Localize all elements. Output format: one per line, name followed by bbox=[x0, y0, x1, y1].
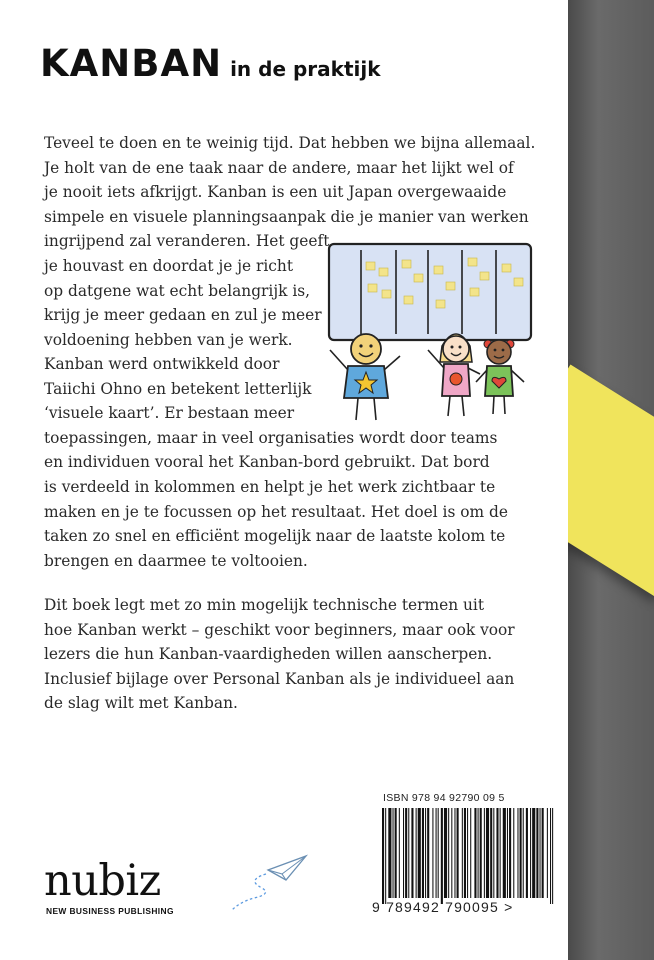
text-line: taken zo snel en efficiënt mogelijk naar de laatste kolom te bbox=[44, 527, 506, 546]
barcode-bar bbox=[411, 808, 413, 898]
isbn-digits: 9 789492 790095 > bbox=[372, 899, 514, 915]
barcode-bar bbox=[388, 808, 391, 898]
barcode-bar bbox=[441, 808, 443, 904]
barcode-bar bbox=[530, 808, 531, 898]
text-line: je houvast en doordat je je richt bbox=[44, 256, 294, 275]
text-line: Teveel te doen en te weinig tijd. Dat hebben we bijna allemaal. bbox=[44, 134, 536, 152]
barcode-bar bbox=[470, 808, 471, 898]
text-line: ingrijpend zal veranderen. Het geeft bbox=[44, 232, 330, 251]
text-line: is verdeeld in kolommen en helpt je het werk zichtbaar te bbox=[44, 477, 496, 496]
barcode-bar bbox=[395, 808, 397, 898]
barcode-bar bbox=[503, 808, 506, 898]
barcode-bar bbox=[478, 808, 479, 898]
barcode-bar bbox=[513, 808, 514, 898]
barcode-bar bbox=[493, 808, 494, 898]
text-line: Dit boek legt met zo min mogelijk technische termen uit bbox=[44, 596, 485, 614]
text-line: maken en je te focussen op het resultaat. Het doel is om de bbox=[44, 502, 508, 521]
barcode-bar bbox=[540, 808, 541, 898]
barcode-bar bbox=[496, 808, 498, 898]
book-title bbox=[40, 42, 381, 85]
text-line: brengen en daarmee te voltooien. bbox=[44, 551, 308, 570]
barcode-bar bbox=[520, 808, 522, 898]
barcode-bar bbox=[393, 808, 394, 898]
isbn-label: ISBN 978 94 92790 09 5 bbox=[383, 792, 505, 804]
barcode-bar bbox=[550, 808, 551, 904]
barcode-bar bbox=[432, 808, 433, 898]
barcode-bar bbox=[382, 808, 384, 904]
barcode-bar bbox=[464, 808, 466, 898]
text-line: de slag wilt met Kanban. bbox=[44, 694, 238, 713]
barcode-bar bbox=[403, 808, 404, 898]
text-line: voldoening hebben van je werk. bbox=[44, 330, 293, 349]
barcode-bar bbox=[405, 808, 407, 898]
barcode-bar bbox=[532, 808, 535, 898]
kanban-team-illustration bbox=[318, 238, 538, 422]
title-sub: in de praktijk bbox=[230, 57, 381, 81]
barcode-bar bbox=[523, 808, 524, 898]
barcode-bar bbox=[484, 808, 485, 898]
text-line: Taiichi Ohno en betekent letterlijk bbox=[44, 379, 312, 398]
barcode-bar bbox=[418, 808, 421, 898]
barcode-bar bbox=[427, 808, 429, 898]
barcode-bar bbox=[552, 808, 553, 904]
paragraph-book bbox=[44, 593, 515, 716]
paper-plane-icon bbox=[228, 850, 314, 914]
barcode-bar bbox=[517, 808, 518, 898]
text-line: Je holt van de ene taak naar de andere, maar het lijkt wel of bbox=[44, 158, 514, 177]
barcode-bar bbox=[507, 808, 508, 898]
barcode-bar bbox=[467, 808, 468, 898]
barcode-bar bbox=[438, 808, 439, 898]
barcode-bar bbox=[416, 808, 417, 898]
barcode-bar bbox=[490, 808, 492, 898]
barcode-bar bbox=[526, 808, 528, 898]
barcode-bar bbox=[542, 808, 544, 898]
barcode-bar bbox=[536, 808, 538, 898]
barcode-bar bbox=[436, 808, 437, 898]
text-line: lezers die hun Kanban-vaardigheden willen aanscherpen. bbox=[44, 645, 493, 664]
barcode-bar bbox=[509, 808, 511, 898]
barcode-icon bbox=[380, 808, 556, 904]
barcode-bar bbox=[425, 808, 426, 898]
barcode-bar bbox=[444, 808, 447, 898]
text-line: Inclusief bijlage over Personal Kanban als je individueel aan bbox=[44, 669, 515, 688]
text-line: en individuen vooral het Kanban-bord gebruikt. Dat bord bbox=[44, 453, 490, 472]
barcode-bar bbox=[547, 808, 548, 898]
barcode-bar bbox=[385, 808, 386, 904]
publisher-logo: nubiz bbox=[44, 856, 161, 906]
text-line: Kanban werd ontwikkeld door bbox=[44, 355, 280, 373]
barcode-bar bbox=[480, 808, 482, 898]
barcode-bar bbox=[448, 808, 449, 898]
text-line: ‘visuele kaart’. Er bestaan meer bbox=[44, 404, 295, 423]
barcode-bar bbox=[457, 808, 459, 898]
barcode-bar bbox=[408, 808, 409, 898]
barcode-bar bbox=[422, 808, 424, 898]
barcode-bar bbox=[399, 808, 400, 898]
barcode-bar bbox=[454, 808, 455, 898]
text-line: simpele en visuele planningsaanpak die je manier van werken bbox=[44, 207, 529, 226]
barcode-bar bbox=[451, 808, 452, 898]
text-line: toepassingen, maar in veel organisaties wordt door teams bbox=[44, 428, 498, 447]
text-line: hoe Kanban werkt – geschikt voor beginners, maar ook voor bbox=[44, 620, 515, 639]
publisher-tagline: NEW BUSINESS PUBLISHING bbox=[46, 906, 174, 916]
barcode-bar bbox=[500, 808, 501, 898]
barcode-bar bbox=[474, 808, 476, 898]
text-line: op datgene wat echt belangrijk is, bbox=[44, 281, 311, 300]
text-line: je nooit iets afkrijgt. Kanban is een uit Japan overgewaaide bbox=[44, 183, 507, 202]
title-main: KANBAN bbox=[40, 42, 223, 85]
barcode-bar bbox=[462, 808, 463, 898]
text-line: krijg je meer gedaan en zul je meer bbox=[44, 306, 322, 325]
barcode-bar bbox=[486, 808, 489, 898]
